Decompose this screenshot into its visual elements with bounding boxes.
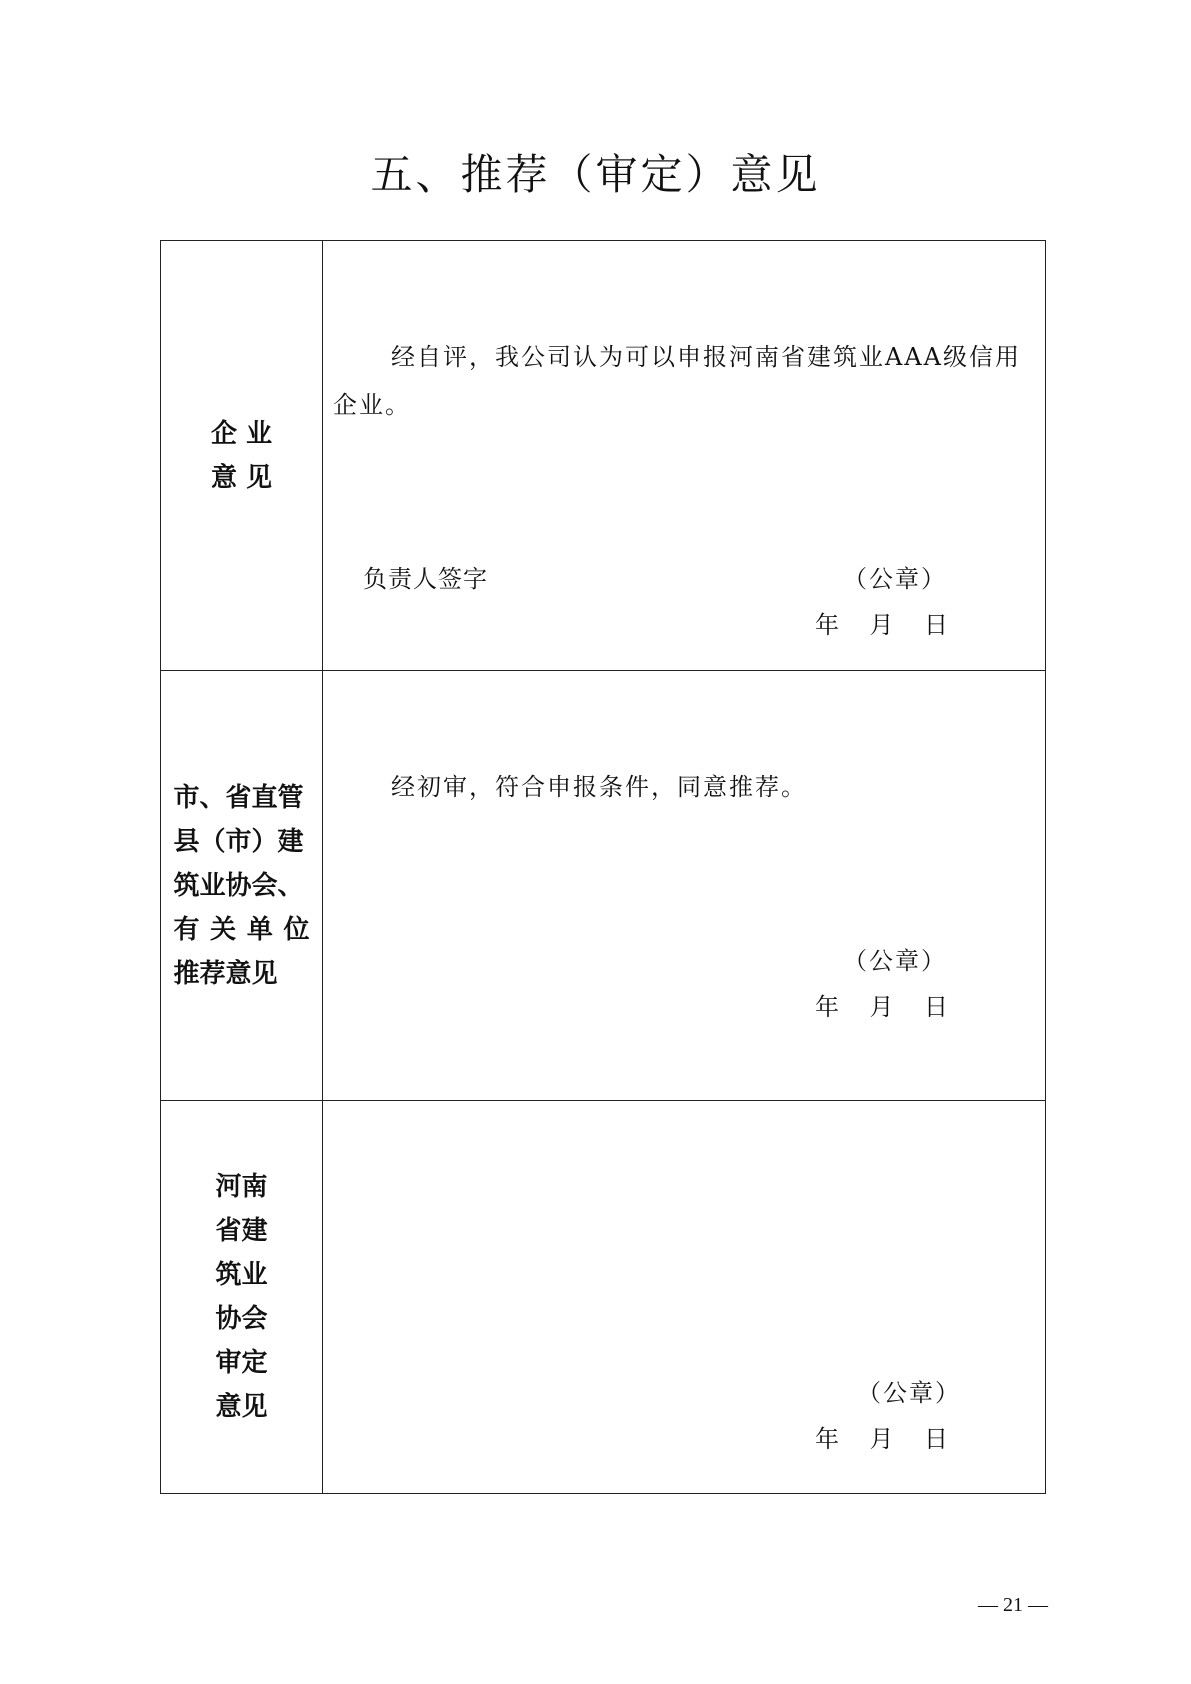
- official-seal-label: （公章）: [857, 1379, 961, 1407]
- label-line: 推荐意见: [173, 958, 278, 989]
- enterprise-opinion-row: [161, 241, 1045, 671]
- label-line: 企 业: [210, 418, 273, 449]
- label-line: 意见: [215, 1392, 268, 1422]
- label-line: 筑业协会、: [173, 870, 304, 901]
- signer-label: 负责人签字: [363, 565, 488, 593]
- association-recommendation-row: [161, 671, 1045, 1101]
- label-line: 协会: [215, 1304, 268, 1334]
- association-recommendation-label: [161, 671, 323, 1100]
- label-line: 河南: [215, 1172, 268, 1202]
- date-line: 年 月 日: [815, 993, 949, 1021]
- enterprise-opinion-text: 经自评，我公司认为可以申报河南省建筑业AAA级信用企业。: [333, 343, 1021, 419]
- label-line: 审定: [215, 1348, 268, 1378]
- label-line: 意 见: [210, 462, 273, 493]
- label-line: 市、省直管: [173, 782, 304, 813]
- association-recommendation-content: [323, 671, 1045, 1100]
- date-line: 年 月 日: [815, 1425, 949, 1453]
- label-line: 有关单位: [173, 914, 310, 945]
- enterprise-opinion-label: [161, 241, 323, 670]
- label-line: 省建: [215, 1216, 268, 1246]
- provincial-review-row: [161, 1101, 1045, 1493]
- opinion-form-table: [160, 240, 1046, 1494]
- label-line: 筑业: [215, 1260, 268, 1290]
- provincial-review-label: [161, 1101, 323, 1493]
- date-line: 年 月 日: [815, 611, 949, 639]
- enterprise-opinion-content: [323, 241, 1045, 670]
- association-recommendation-text: 经初审，符合申报条件，同意推荐。: [391, 773, 807, 801]
- page-title: 五、推荐（审定）意见: [370, 150, 821, 199]
- label-line: 县（市）建: [173, 826, 304, 857]
- page-number: — 21 —: [978, 1594, 1048, 1616]
- official-seal-label: （公章）: [843, 565, 947, 593]
- provincial-review-content: [323, 1101, 1045, 1493]
- official-seal-label: （公章）: [843, 947, 947, 975]
